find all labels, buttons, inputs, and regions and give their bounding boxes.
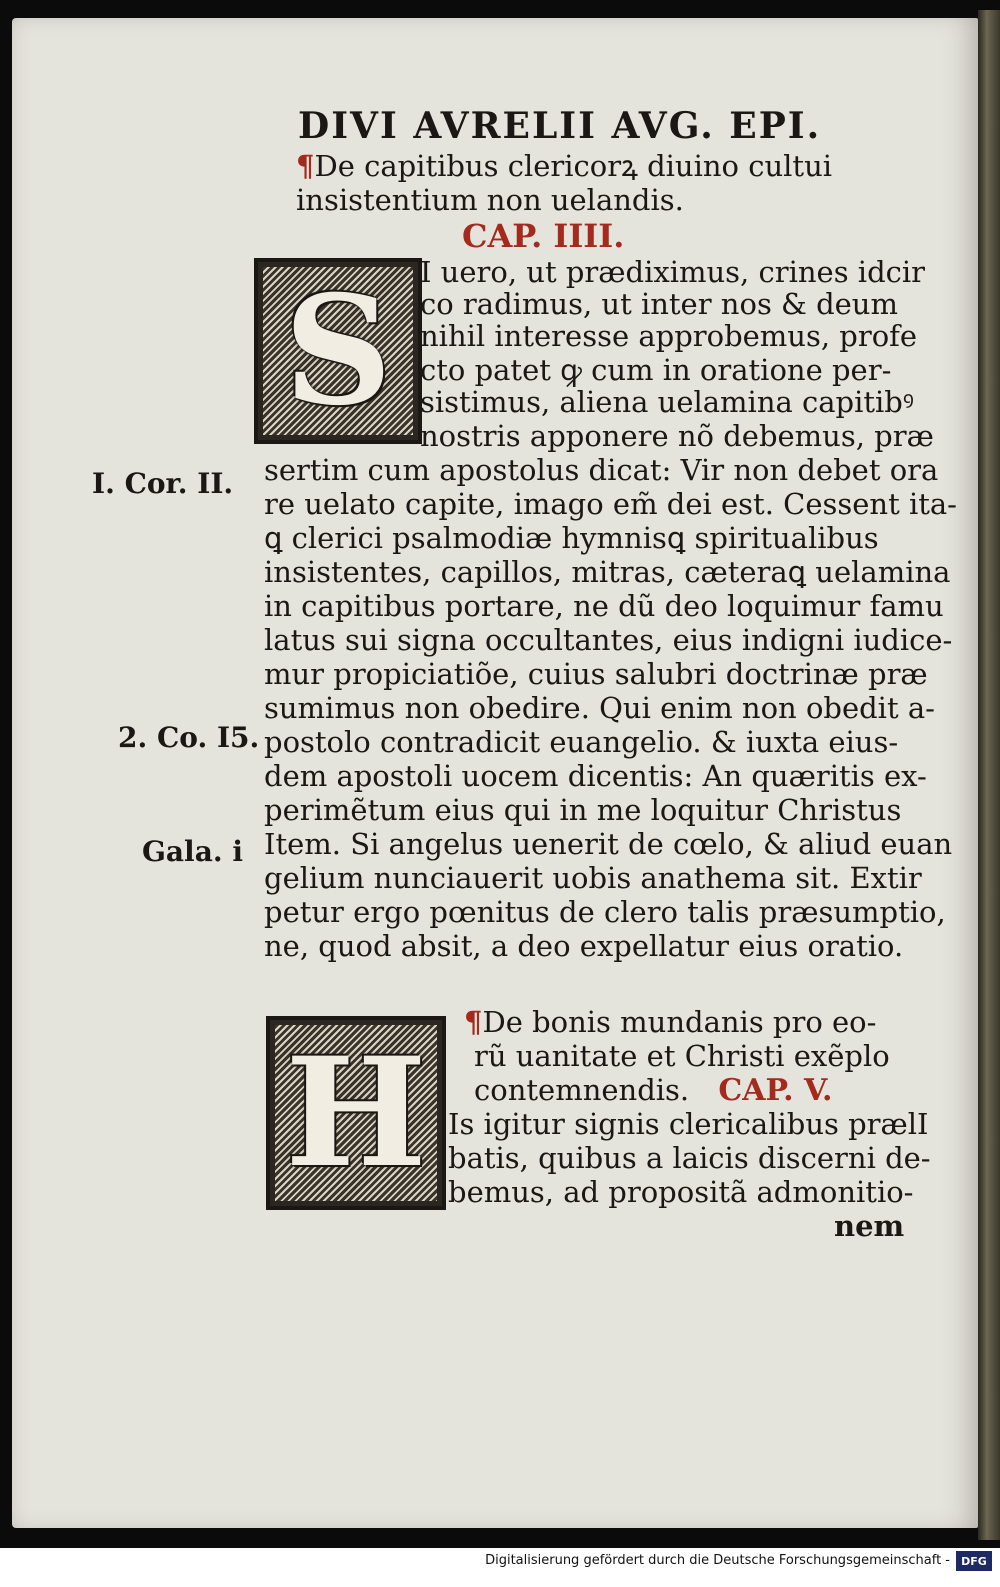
s1-line-13: mur propiciatiõe, cuius salubri doctrinæ præ (264, 657, 928, 691)
s1-line-8: re uelato capite, imago em̃ dei est. Cessent ita- (264, 487, 957, 521)
s1-line-11: in capitibus portare, ne dũ deo loquimur famu (264, 589, 944, 623)
s1-line-10: insistentes, capillos, mitras, cæteraꝗ uelamina (264, 555, 951, 589)
footer-credit: Digitalisierung gefördert durch die Deutsche Forschungsgemeinschaft - (485, 1553, 950, 1568)
book-spine-edge (978, 10, 1000, 1540)
section2-title-line-3: contemnendis. CAP. V. (474, 1073, 833, 1108)
section2-chapter: CAP. V. (718, 1073, 833, 1108)
s1-line-17: perimẽtum eius qui in me loquitur Christus (264, 793, 902, 827)
s1-line-16: dem apostoli uocem dicentis: An quæritis ex- (264, 759, 927, 793)
margin-note-1: I. Cor. II. (92, 467, 234, 500)
section1-chapter: CAP. IIII. (462, 217, 625, 255)
s1-line-6: nostris apponere nõ debemus, præ (420, 419, 934, 453)
catchword: nem (834, 1209, 905, 1243)
s1-line-1: I uero, ut prædiximus, crines idcir (420, 255, 926, 289)
pilcrow-icon: ¶ (464, 1005, 483, 1039)
pilcrow-icon: ¶ (296, 149, 315, 183)
decorated-initial-s: S (254, 258, 422, 444)
s2-line-1: Is igitur signis clericalibus prælI (448, 1107, 929, 1141)
running-head: DIVI AVRELII AVG. EPI. (298, 105, 822, 147)
s1-line-2: co radimus, ut inter nos & deum (420, 287, 898, 321)
s1-line-14: sumimus non obedire. Qui enim non obedit a- (264, 691, 935, 725)
s1-line-7: sertim cum apostolus dicat: Vir non debet ora (264, 453, 939, 487)
s1-line-21: ne, quod absit, a deo expellatur eius oratio. (264, 929, 904, 963)
dfg-logo: DFG (956, 1551, 992, 1571)
margin-note-3: Gala. i (142, 835, 243, 868)
margin-note-2: 2. Co. I5. (118, 721, 260, 754)
decorated-initial-h: H (266, 1016, 446, 1210)
s1-line-5: sistimus, aliena uelamina capitibꝰ (420, 385, 914, 419)
s2-line-3: bemus, ad propositã admonitio- (448, 1175, 914, 1209)
s1-line-12: latus sui signa occultantes, eius indigni iudice- (264, 623, 953, 657)
s1-line-20: petur ergo pœnitus de clero talis præsumptio, (264, 895, 946, 929)
s1-line-4: cto patet ꝙ cum in oratione per- (420, 353, 892, 387)
s1-line-19: gelium nunciauerit uobis anathema sit. Extir (264, 861, 922, 895)
section2-title-line-1: ¶De bonis mundanis pro eo- (464, 1005, 877, 1039)
section1-title-line-1: ¶De capitibus clericorꝝ diuino cultui (296, 149, 833, 183)
s1-line-18: Item. Si angelus uenerit de cœlo, & aliud euan (264, 827, 953, 861)
section1-title-line-2: insistentium non uelandis. (296, 183, 684, 217)
s1-line-15: postolo contradicit euangelio. & iuxta eius- (264, 725, 899, 759)
s2-line-2: batis, quibus a laicis discerni de- (448, 1141, 931, 1175)
s1-line-3: nihil interesse approbemus, profe (420, 319, 918, 353)
section2-title-line-2: rũ uanitate et Christi exẽplo (474, 1039, 890, 1073)
s1-line-9: ꝗ clerici psalmodiæ hymnisꝗ spiritualibus (264, 521, 879, 555)
